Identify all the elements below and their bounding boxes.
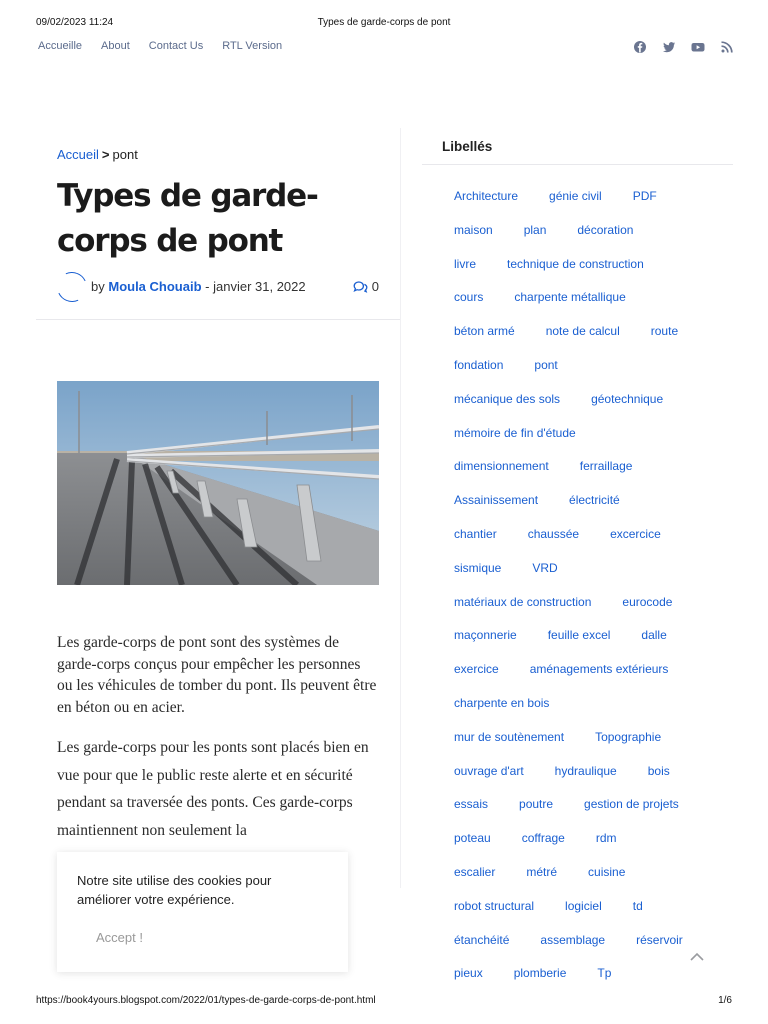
print-title: Types de garde-corps de pont bbox=[317, 17, 451, 28]
label-link[interactable]: ouvrage d'art bbox=[454, 763, 524, 778]
cookie-accept-button[interactable]: Accept ! bbox=[96, 930, 143, 945]
nav-item-contact[interactable]: Contact Us bbox=[148, 40, 204, 52]
social-links bbox=[633, 40, 734, 54]
label-row bbox=[454, 324, 709, 338]
youtube-icon[interactable] bbox=[691, 40, 705, 54]
label-link[interactable]: cours bbox=[454, 290, 484, 305]
label-link[interactable]: robot structural bbox=[454, 898, 535, 913]
label-link[interactable]: bois bbox=[647, 763, 670, 778]
label-link[interactable]: pieux bbox=[454, 966, 483, 981]
label-link[interactable]: exercice bbox=[454, 662, 499, 677]
label-link[interactable]: génie civil bbox=[549, 189, 602, 203]
label-link[interactable]: sismique bbox=[454, 560, 502, 575]
label-link[interactable]: Tp bbox=[597, 966, 612, 981]
label-link[interactable]: escalier bbox=[454, 865, 496, 879]
label-link[interactable]: cuisine bbox=[588, 865, 626, 879]
label-link[interactable]: excercice bbox=[610, 527, 661, 541]
label-row bbox=[454, 223, 664, 237]
label-link[interactable]: logiciel bbox=[565, 898, 602, 913]
print-page-number: 1/6 bbox=[718, 995, 732, 1006]
label-link[interactable]: mémoire de fin d'étude bbox=[454, 425, 576, 440]
cookie-message: Notre site utilise des cookies pour améliorer votre expérience. bbox=[77, 873, 272, 907]
byline bbox=[91, 279, 306, 294]
label-link[interactable]: mur de soutènement bbox=[454, 729, 565, 744]
nav-item-accueille[interactable]: Accueille bbox=[38, 40, 83, 52]
label-row bbox=[454, 358, 589, 372]
breadcrumb bbox=[57, 147, 138, 162]
label-link[interactable]: géotechnique bbox=[591, 391, 664, 406]
label-row bbox=[454, 797, 710, 811]
label-link[interactable]: PDF bbox=[632, 189, 657, 203]
label-row bbox=[454, 966, 642, 980]
comments-count: 0 bbox=[371, 279, 379, 294]
label-row bbox=[454, 290, 657, 304]
label-row bbox=[454, 257, 675, 271]
label-row bbox=[454, 696, 580, 710]
label-link[interactable]: charpente en bois bbox=[454, 696, 550, 710]
cookie-banner bbox=[57, 852, 348, 972]
facebook-icon[interactable] bbox=[633, 40, 647, 54]
label-row bbox=[454, 730, 692, 744]
label-row bbox=[454, 459, 663, 473]
label-link[interactable]: Assainissement bbox=[454, 493, 539, 508]
label-link[interactable]: plomberie bbox=[513, 966, 567, 981]
label-row bbox=[454, 561, 589, 575]
label-link[interactable]: technique de construction bbox=[507, 256, 644, 271]
label-link[interactable]: assemblage bbox=[540, 932, 606, 947]
label-link[interactable]: fondation bbox=[454, 358, 504, 372]
label-row bbox=[454, 662, 699, 676]
breadcrumb-home-link[interactable]: Accueil bbox=[57, 147, 99, 162]
label-link[interactable]: poutre bbox=[519, 797, 554, 812]
label-row bbox=[454, 933, 714, 947]
label-link[interactable]: étanchéité bbox=[454, 932, 510, 947]
twitter-icon[interactable] bbox=[662, 40, 676, 54]
label-link[interactable]: Topographie bbox=[595, 729, 662, 744]
comments-link[interactable] bbox=[353, 279, 379, 294]
sidebar-heading: Libellés bbox=[442, 139, 493, 154]
label-link[interactable]: métré bbox=[526, 865, 558, 879]
label-link[interactable]: note de calcul bbox=[545, 324, 620, 339]
label-link[interactable]: livre bbox=[454, 256, 477, 271]
label-row bbox=[454, 628, 698, 642]
scroll-to-top-button[interactable] bbox=[688, 948, 706, 966]
label-link[interactable]: poteau bbox=[454, 831, 491, 846]
label-link[interactable]: td bbox=[632, 898, 643, 913]
label-link[interactable]: essais bbox=[454, 797, 489, 812]
label-link[interactable]: maçonnerie bbox=[454, 628, 517, 643]
label-link[interactable]: VRD bbox=[532, 560, 558, 575]
label-row bbox=[454, 527, 692, 541]
print-header bbox=[36, 17, 732, 31]
author-avatar[interactable] bbox=[53, 268, 91, 306]
label-link[interactable]: plan bbox=[523, 222, 547, 237]
post-title: Types de garde-corps de pont bbox=[57, 178, 318, 259]
label-link[interactable]: Architecture bbox=[454, 189, 519, 203]
label-link[interactable]: aménagements extérieurs bbox=[529, 662, 669, 677]
nav-item-about[interactable]: About bbox=[101, 40, 130, 52]
label-row bbox=[454, 426, 607, 440]
breadcrumb-separator: > bbox=[101, 147, 110, 162]
label-link[interactable]: décoration bbox=[577, 222, 634, 237]
label-link[interactable]: mécanique des sols bbox=[454, 391, 561, 406]
label-link[interactable]: électricité bbox=[569, 493, 620, 508]
label-link[interactable]: réservoir bbox=[636, 932, 683, 947]
label-row bbox=[454, 899, 674, 913]
label-link[interactable]: chantier bbox=[454, 527, 497, 541]
label-row bbox=[454, 189, 688, 203]
label-link[interactable]: ferraillage bbox=[579, 459, 633, 474]
label-link[interactable]: eurocode bbox=[622, 594, 673, 609]
label-link[interactable]: route bbox=[650, 324, 679, 339]
byline-prefix: by bbox=[91, 279, 105, 294]
label-link[interactable]: maison bbox=[454, 222, 493, 237]
label-link[interactable]: chaussée bbox=[527, 527, 580, 541]
comments-icon bbox=[353, 280, 368, 293]
print-footer bbox=[36, 995, 732, 1009]
label-link[interactable]: pont bbox=[534, 358, 558, 372]
top-nav bbox=[38, 40, 282, 56]
sidebar-divider bbox=[422, 164, 733, 165]
article-hero-image bbox=[57, 381, 379, 585]
article-paragraph-2: Les garde-corps pour les ponts sont placés bien en vue pour que le public reste alerte et en sécurité pendant sa traversée des ponts. Ces garde-corps maintiennent non seulement la bbox=[57, 739, 369, 839]
label-row bbox=[454, 865, 656, 879]
label-link[interactable]: rdm bbox=[595, 831, 617, 846]
label-row bbox=[454, 392, 694, 406]
label-link[interactable]: dimensionnement bbox=[454, 459, 549, 474]
post-header-card bbox=[36, 128, 400, 320]
nav-item-rtl[interactable]: RTL Version bbox=[222, 40, 283, 52]
label-link[interactable]: charpente métallique bbox=[514, 290, 626, 305]
label-link[interactable]: béton armé bbox=[454, 324, 515, 339]
label-row bbox=[454, 493, 651, 507]
author-link[interactable]: Moula Chouaib bbox=[108, 279, 202, 294]
post-date: - janvier 31, 2022 bbox=[205, 279, 306, 294]
print-date: 09/02/2023 11:24 bbox=[36, 17, 114, 28]
label-link[interactable]: matériaux de construction bbox=[454, 594, 592, 609]
print-url: https://book4yours.blogspot.com/2022/01/types-de-garde-corps-de-pont.html bbox=[36, 995, 376, 1006]
label-row bbox=[454, 831, 648, 845]
article-body bbox=[57, 632, 379, 844]
post-meta bbox=[57, 272, 379, 302]
breadcrumb-current[interactable]: pont bbox=[112, 147, 138, 162]
chevron-up-icon bbox=[688, 948, 706, 966]
label-link[interactable]: gestion de projets bbox=[584, 797, 679, 812]
article-paragraph-1: Les garde-corps de pont sont des systèmes de garde-corps conçus pour empêcher les personnes ou les véhicules de tomber du pont. Ils peuvent être en béton ou en acier. bbox=[57, 634, 377, 716]
label-link[interactable]: dalle bbox=[641, 628, 667, 643]
label-link[interactable]: feuille excel bbox=[547, 628, 611, 643]
label-link[interactable]: coffrage bbox=[521, 831, 565, 846]
label-link[interactable]: hydraulique bbox=[554, 763, 617, 778]
rss-icon[interactable] bbox=[720, 40, 734, 54]
label-row bbox=[454, 764, 701, 778]
label-row bbox=[454, 595, 703, 609]
